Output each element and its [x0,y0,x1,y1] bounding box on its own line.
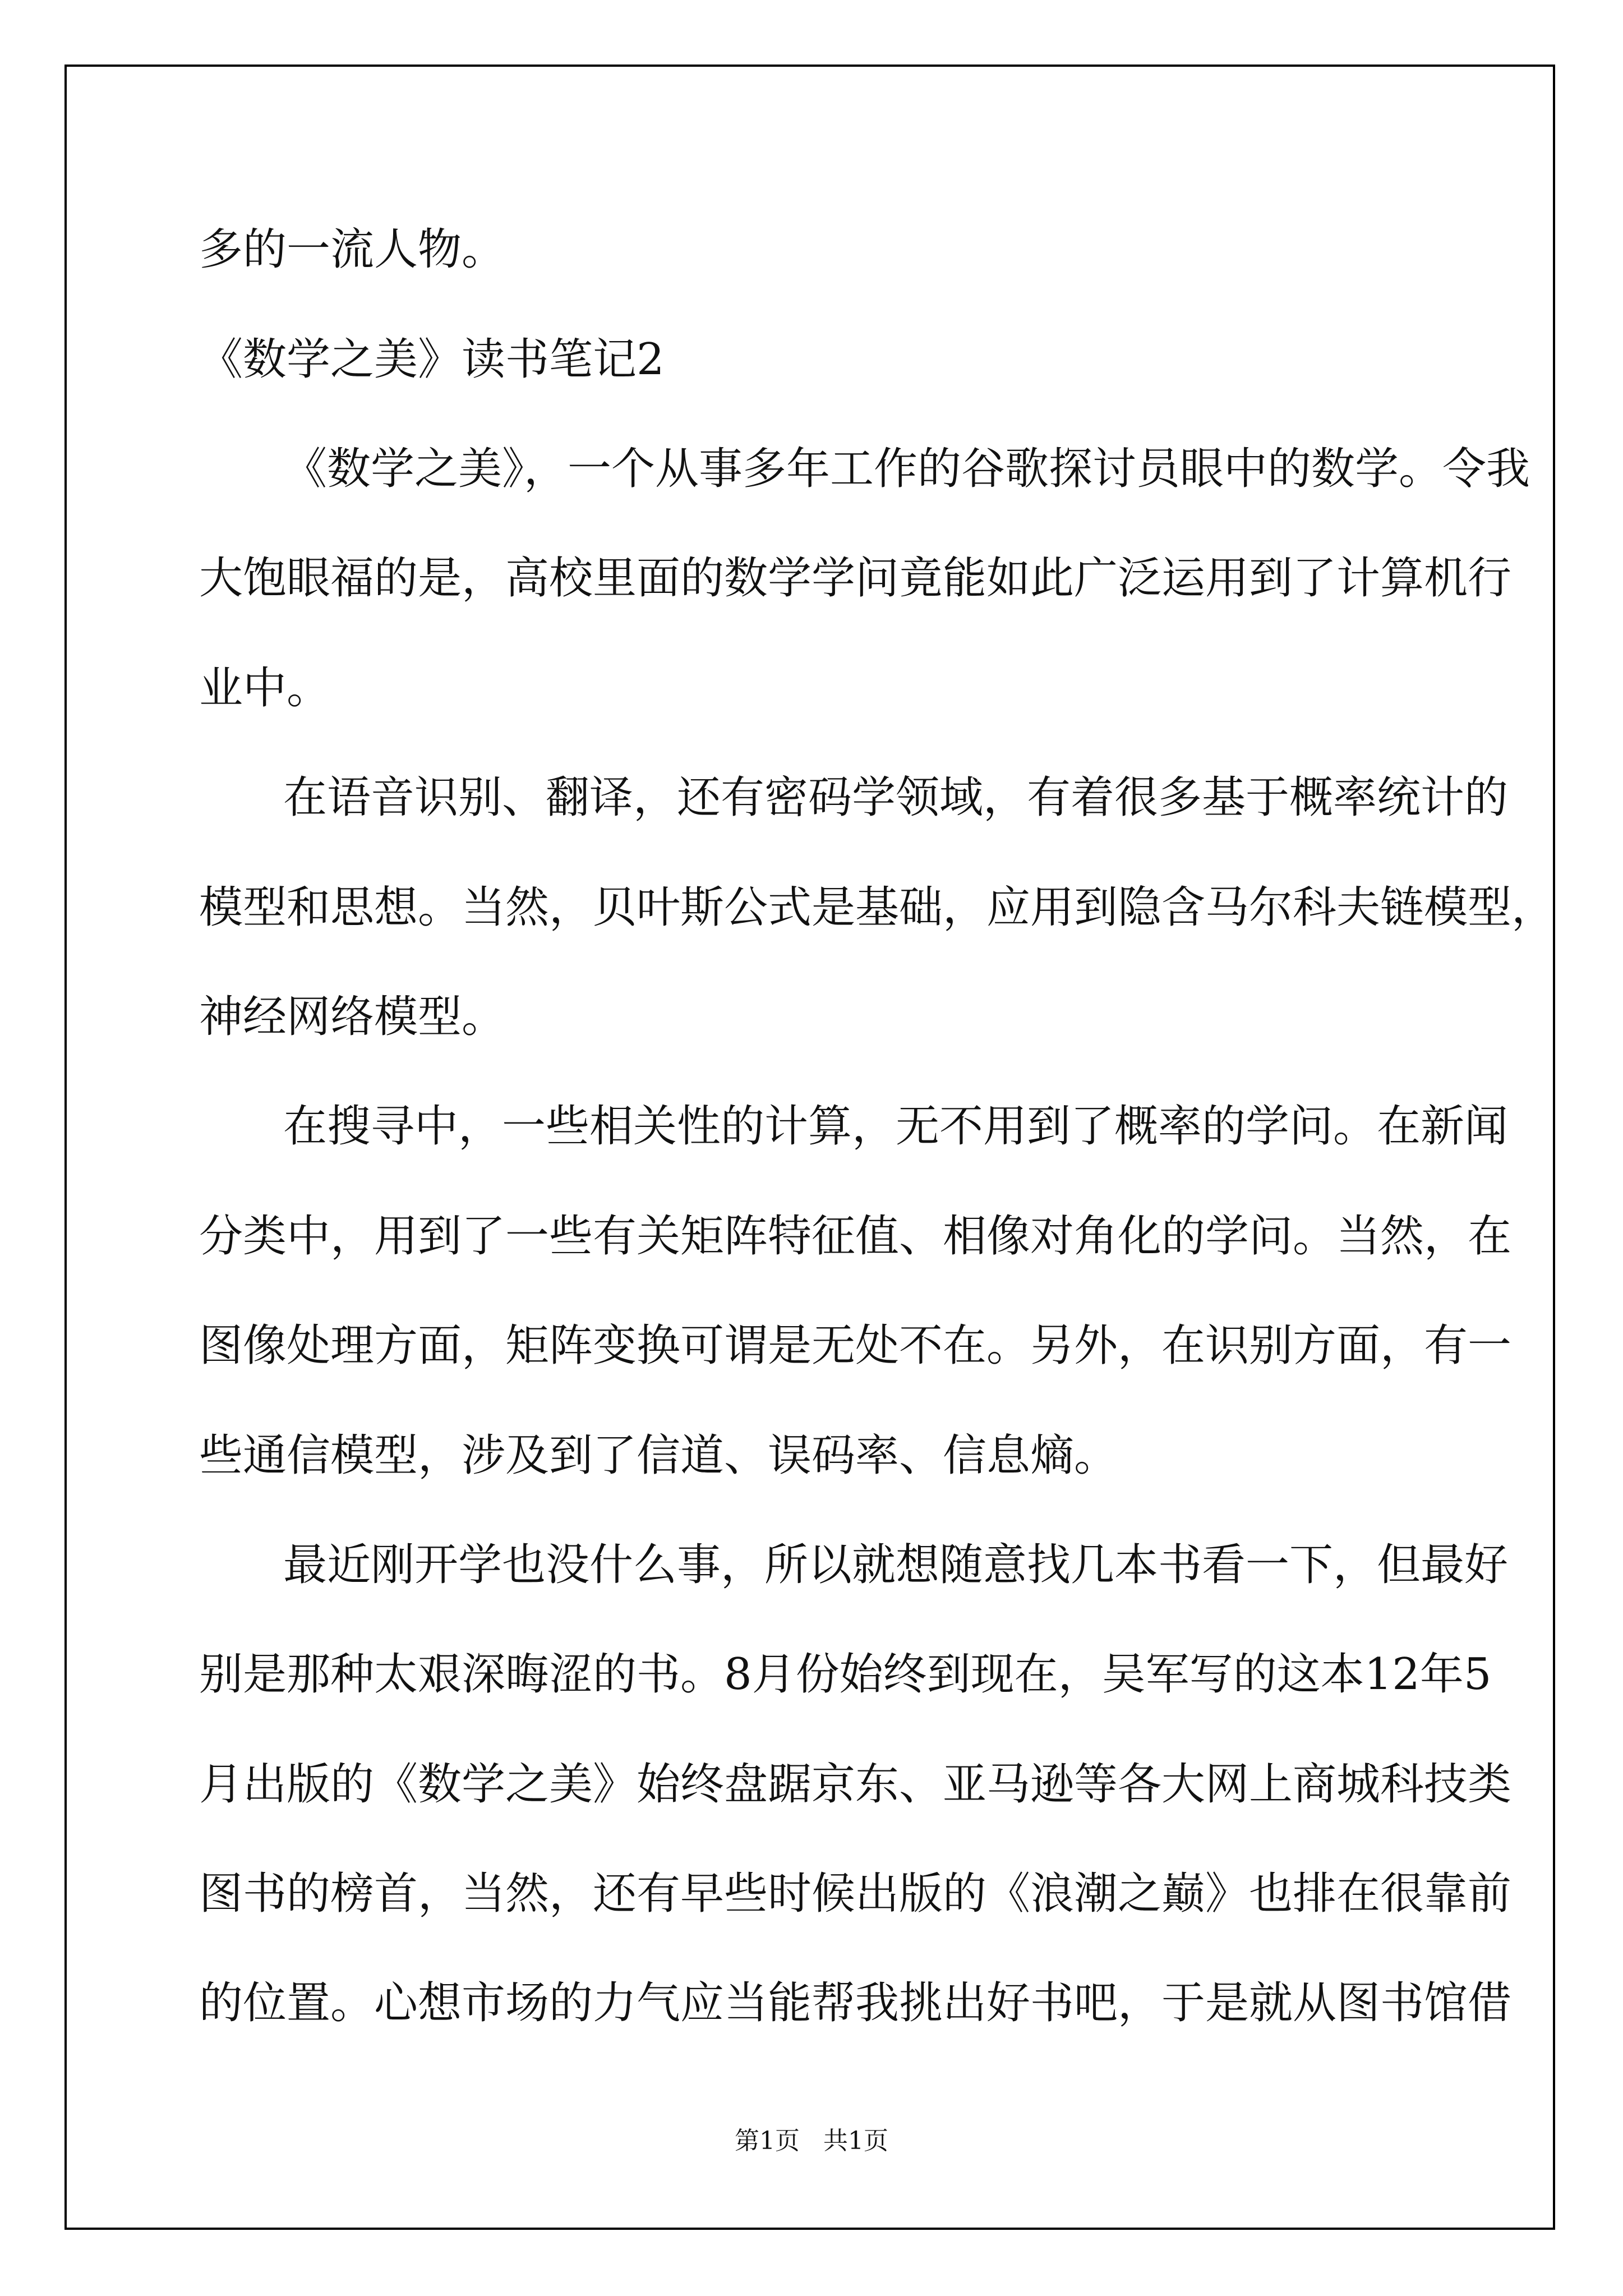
paragraph-line: 月出版的《数学之美》始终盘踞京东、亚马逊等各大网上商城科技类 [199,1759,1512,1810]
paragraph-line: 最近刚开学也没什么事，所以就想随意找几本书看一下，但最好 [283,1540,1509,1590]
paragraph-line: 图像处理方面，矩阵变换可谓是无处不在。另外，在识别方面，有一 [199,1320,1512,1371]
paragraph-line: 在语音识别、翻译，还有密码学领域，有着很多基于概率统计的 [283,772,1509,823]
paragraph-line: 分类中，用到了一些有关矩阵特征值、相像对角化的学问。当然，在 [199,1211,1512,1262]
paragraph-line: 大饱眼福的是，高校里面的数学学问竟能如此广泛运用到了计算机行 [199,553,1512,604]
paragraph-line: 在搜寻中，一些相关性的计算，无不用到了概率的学问。在新闻 [283,1101,1509,1152]
paragraph-line: 业中。 [199,663,331,714]
section-heading: 《数学之美》读书笔记2 [199,334,665,385]
paragraph-line: 的位置。心想市场的力气应当能帮我挑出好书吧，于是就从图书馆借 [199,1978,1512,2028]
paragraph-line: 《数学之美》，一个从事多年工作的谷歌探讨员眼中的数学。令我 [283,444,1530,494]
paragraph-line: 模型和思想。当然，贝叶斯公式是基础，应用到隐含马尔科夫链模型， [199,882,1556,933]
paragraph-line: 些通信模型，涉及到了信道、误码率、信息熵。 [199,1430,1118,1481]
page-footer: 第1页 共1页 [735,2127,888,2155]
text-line: 多的一流人物。 [199,224,506,275]
paragraph-line: 图书的榜首，当然，还有早些时候出版的《浪潮之巅》也排在很靠前 [199,1869,1512,1919]
paragraph-line: 神经网络模型。 [199,992,506,1042]
paragraph-line: 别是那种太艰深晦涩的书。8月份始终到现在，吴军写的这本12年5 [199,1649,1492,1700]
